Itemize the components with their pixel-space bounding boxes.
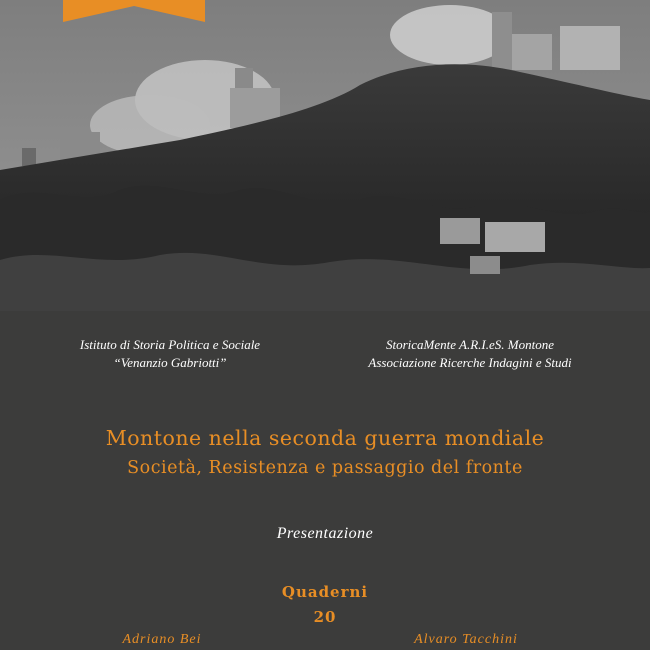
event-label: Presentazione (276, 525, 374, 542)
organization-right-line1: StoricaMente A.R.I.eS. Montone (386, 337, 554, 352)
series-name: Quaderni (281, 583, 369, 601)
book-title: Montone nella seconda guerra mondiale (105, 426, 545, 450)
author-2: Alvaro Tacchini (414, 632, 518, 647)
bookmark-ribbon-icon (63, 0, 205, 22)
header-photo (0, 0, 650, 311)
organization-left-line1: Istituto di Storia Politica e Sociale (79, 337, 261, 352)
organization-right (320, 336, 620, 372)
organization-left (20, 336, 320, 372)
author-1: Adriano Bei (122, 632, 202, 647)
book-subtitle: Società, Resistenza e passaggio del fronte (127, 458, 523, 478)
organization-right-line2: Associazione Ricerche Indagini e Studi (368, 355, 572, 370)
organization-left-line2: “Venanzio Gabriotti” (113, 355, 227, 370)
series-number: 20 (313, 608, 337, 626)
hilltop-village-photo (0, 0, 650, 311)
